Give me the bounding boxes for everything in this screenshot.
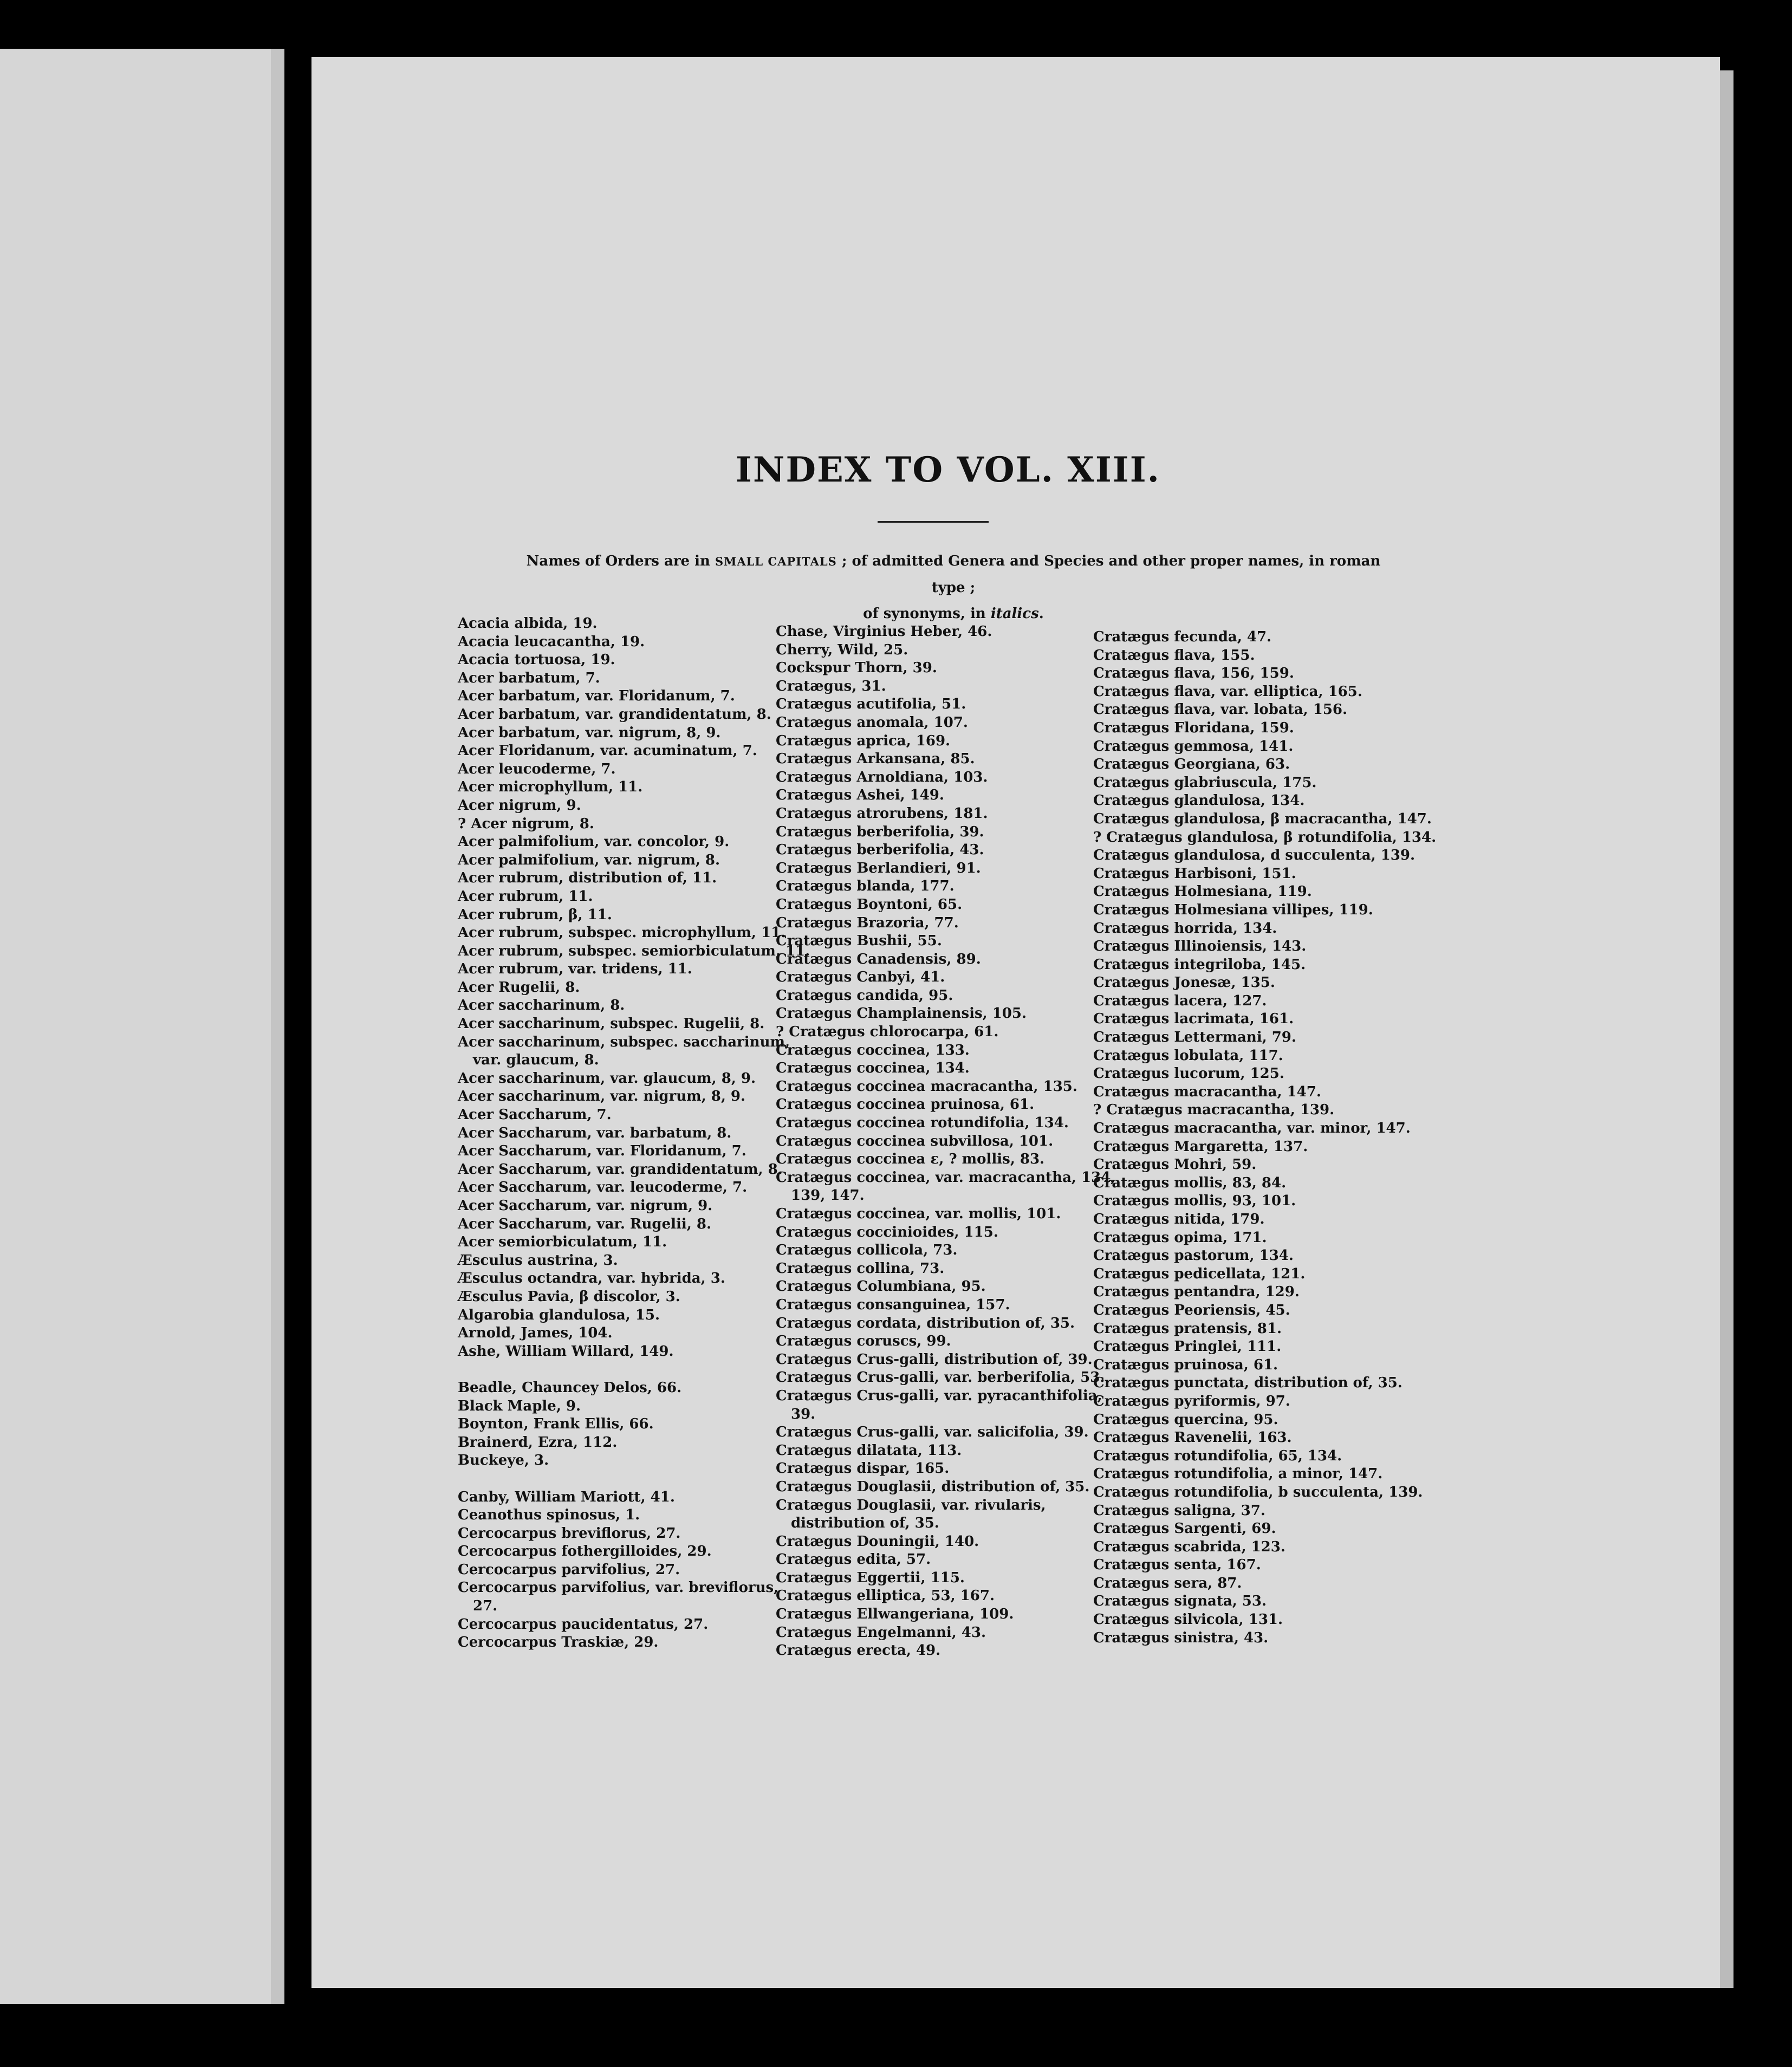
index-entry: Cratægus Margaretta, 137.	[1093, 1138, 1308, 1155]
index-entry: Acer rubrum, 11.	[458, 888, 593, 905]
title-rule	[878, 521, 989, 523]
index-column-2	[776, 623, 1122, 1660]
index-entry: Cratægus atrorubens, 181.	[776, 805, 988, 822]
index-entry: Cratægus glandulosa, d succulenta, 139.	[1093, 847, 1416, 864]
index-entry: Acer saccharinum, var. glaucum, 8, 9.	[458, 1070, 756, 1087]
index-entry: Cratægus flava, var. elliptica, 165.	[1093, 683, 1362, 700]
index-entry: Cratægus flava, 156, 159.	[1093, 665, 1294, 682]
index-entry: Acacia leucacantha, 19.	[458, 633, 645, 650]
index-entry: Cratægus coccinea rotundifolia, 134.	[776, 1115, 1069, 1132]
index-entry: Cratægus pedicellata, 121.	[1093, 1265, 1306, 1282]
index-entry: Cratægus punctata, distribution of, 35.	[1093, 1375, 1403, 1392]
index-entry: Cratægus lacrimata, 161.	[1093, 1011, 1294, 1028]
index-entry: Cratægus rotundifolia, a minor, 147.	[1093, 1466, 1383, 1483]
index-entry: Cratægus Arkansana, 85.	[776, 751, 975, 768]
index-entry: Cratægus Berlandieri, 91.	[776, 860, 981, 876]
index-entry: Cockspur Thorn, 39.	[776, 660, 937, 677]
index-entry: Acer palmifolium, var. concolor, 9.	[458, 834, 730, 850]
index-entry: Cratægus Floridana, 159.	[1093, 719, 1294, 736]
index-entry: ? Cratægus macracantha, 139.	[1093, 1102, 1335, 1119]
index-entry: Cratægus coccinea pruinosa, 61.	[776, 1096, 1035, 1113]
index-entry: Acer semiorbiculatum, 11.	[458, 1234, 667, 1251]
index-entry: Cratægus Arnoldiana, 103.	[776, 769, 988, 785]
index-entry: Black Maple, 9.	[458, 1398, 581, 1414]
index-entry: Cratægus Ashei, 149.	[776, 787, 944, 804]
index-entry: Cratægus Douningii, 140.	[776, 1533, 979, 1550]
index-entry: Cratægus signata, 53.	[1093, 1593, 1267, 1610]
index-entry: Cratægus mollis, 93, 101.	[1093, 1193, 1296, 1210]
index-entry: Cratægus Crus-galli, var. berberifolia, 53.	[776, 1369, 1105, 1386]
index-entry: Cratægus Jonesæ, 135.	[1093, 974, 1275, 991]
index-entry: Cratægus Columbiana, 95.	[776, 1278, 986, 1295]
page-edge	[1720, 70, 1733, 1988]
index-entry: Cratægus acutifolia, 51.	[776, 696, 966, 713]
index-entry: Acer Saccharum, var. barbatum, 8.	[458, 1124, 732, 1141]
index-entry: Cratægus pentandra, 129.	[1093, 1284, 1300, 1301]
note-part1: Names of Orders are in	[526, 553, 715, 569]
index-entry: ? Cratægus glandulosa, β rotundifolia, 134.	[1093, 829, 1437, 846]
index-entry: Acer barbatum, var. nigrum, 8, 9.	[458, 724, 721, 741]
index-entry: Cratægus Boyntoni, 65.	[776, 896, 963, 913]
index-entry: Cratægus Pringlei, 111.	[1093, 1338, 1282, 1355]
index-entry: Cratægus Mohri, 59.	[1093, 1156, 1257, 1173]
index-entry: Cratægus lacera, 127.	[1093, 992, 1267, 1009]
index-entry: Cratægus erecta, 49.	[776, 1642, 941, 1659]
index-entry: Brainerd, Ezra, 112.	[458, 1434, 618, 1451]
index-entry: Cratægus pratensis, 81.	[1093, 1320, 1282, 1337]
index-entry: Cratægus coccinea, var. mollis, 101.	[776, 1206, 1061, 1222]
index-entry: Cratægus saligna, 37.	[1093, 1502, 1265, 1519]
index-entry: Acer palmifolium, var. nigrum, 8.	[458, 851, 720, 868]
index-entry: Acer Saccharum, var. grandidentatum, 8.	[458, 1161, 783, 1178]
index-entry: Cratægus Ravenelii, 163.	[1093, 1429, 1292, 1446]
index-entry: Cratægus blanda, 177.	[776, 878, 955, 895]
index-entry: Cratægus macracantha, 147.	[1093, 1083, 1321, 1100]
index-entry: Cratægus opima, 171.	[1093, 1229, 1267, 1246]
index-entry: Cratægus Peoriensis, 45.	[1093, 1302, 1290, 1318]
index-entry: Æsculus octandra, var. hybrida, 3.	[458, 1270, 725, 1287]
index-entry: Acacia tortuosa, 19.	[458, 652, 615, 668]
index-entry: Cratægus pyriformis, 97.	[1093, 1393, 1290, 1409]
index-entry: Cratægus candida, 95.	[776, 987, 953, 1004]
index-entry: Cratægus dilatata, 113.	[776, 1442, 962, 1459]
index-entry: Cratægus coccinea, 133.	[776, 1042, 970, 1058]
index-entry: Acer rubrum, subspec. microphyllum, 11.	[458, 925, 786, 941]
index-entry: Cratægus Crus-galli, var. pyracanthifolia, 39.	[776, 1387, 1102, 1422]
index-entry: Acer Floridanum, var. acuminatum, 7.	[458, 743, 757, 759]
index-entry: Canby, William Mariott, 41.	[458, 1488, 675, 1505]
index-entry: Cratægus consanguinea, 157.	[776, 1296, 1010, 1313]
index-entry: Ceanothus spinosus, 1.	[458, 1507, 640, 1524]
index-entry: Acer Saccharum, var. Rugelii, 8.	[458, 1216, 712, 1232]
index-entry: Cratægus Holmesiana, 119.	[1093, 883, 1312, 900]
index-entry: Cratægus senta, 167.	[1093, 1557, 1261, 1574]
index-entry: Acer Saccharum, var. Floridanum, 7.	[458, 1143, 746, 1160]
index-entry: Cratægus Sargenti, 69.	[1093, 1520, 1276, 1537]
index-entry: Cratægus glandulosa, 134.	[1093, 792, 1305, 809]
index-entry: Cratægus Crus-galli, distribution of, 39.	[776, 1351, 1093, 1368]
index-entry: Cercocarpus parvifolius, 27.	[458, 1561, 680, 1578]
index-entry: Cratægus silvicola, 131.	[1093, 1611, 1283, 1628]
index-entry: Cratægus sinistra, 43.	[1093, 1629, 1269, 1646]
index-entry: Cratægus pastorum, 134.	[1093, 1247, 1294, 1264]
index-gap	[458, 1361, 804, 1379]
index-entry: Æsculus austrina, 3.	[458, 1252, 618, 1269]
index-entry: Cratægus macracantha, var. minor, 147.	[1093, 1120, 1411, 1137]
index-entry: Cratægus Illinoiensis, 143.	[1093, 938, 1307, 955]
index-entry: Cherry, Wild, 25.	[776, 641, 908, 658]
index-entry: ? Acer nigrum, 8.	[458, 815, 594, 832]
index-entry: Acer rubrum, β, 11.	[458, 906, 612, 923]
index-entry: Cratægus anomala, 107.	[776, 714, 968, 731]
index-entry: Cercocarpus Traskiæ, 29.	[458, 1634, 659, 1651]
index-entry: Acer saccharinum, 8.	[458, 997, 625, 1014]
index-entry: Chase, Virginius Heber, 46.	[776, 623, 992, 640]
index-entry: Cratægus Engelmanni, 43.	[776, 1624, 986, 1641]
index-entry: Cratægus Brazoria, 77.	[776, 914, 959, 931]
index-entry: Cratægus glandulosa, β macracantha, 147.	[1093, 810, 1432, 827]
index-entry: Acer Saccharum, var. leucoderme, 7.	[458, 1179, 748, 1196]
index-entry: Cratægus coccinea, var. macracantha, 134, 139, 147.	[776, 1169, 1116, 1204]
note-small-caps: SMALL CAPITALS	[715, 555, 837, 568]
index-entry: Cratægus fecunda, 47.	[1093, 629, 1272, 645]
index-entry: Cratægus edita, 57.	[776, 1551, 931, 1568]
index-entry: Æsculus Pavia, β discolor, 3.	[458, 1288, 680, 1305]
index-entry: Cratægus Ellwangeriana, 109.	[776, 1606, 1014, 1623]
index-entry: Cratægus Crus-galli, var. salicifolia, 39.	[776, 1424, 1089, 1441]
index-entry: Cratægus gemmosa, 141.	[1093, 738, 1294, 755]
index-entry: Cratægus flava, 155.	[1093, 647, 1255, 664]
index-entry: Cratægus glabriuscula, 175.	[1093, 774, 1317, 791]
index-entry: Cratægus Canadensis, 89.	[776, 951, 981, 967]
previous-page	[0, 49, 284, 2004]
index-entry: Cratægus Harbisoni, 151.	[1093, 865, 1296, 882]
index-entry: Cratægus dispar, 165.	[776, 1460, 950, 1477]
index-entry: Algarobia glandulosa, 15.	[458, 1306, 660, 1323]
index-entry: Acer microphyllum, 11.	[458, 779, 643, 796]
index-entry: Cratægus flava, var. lobata, 156.	[1093, 701, 1348, 718]
index-entry: Beadle, Chauncey Delos, 66.	[458, 1379, 682, 1396]
index-entry: Cratægus Eggertii, 115.	[776, 1569, 965, 1586]
index-entry: Cratægus Bushii, 55.	[776, 933, 942, 950]
index-entry: Cratægus coccinea ε, ? mollis, 83.	[776, 1151, 1045, 1168]
note-italics: italics	[990, 606, 1039, 622]
index-entry: Cratægus sera, 87.	[1093, 1575, 1242, 1591]
index-gap	[458, 1470, 804, 1488]
index-entry: Acer Rugelii, 8.	[458, 979, 580, 996]
index-entry: Cercocarpus paucidentatus, 27.	[458, 1616, 709, 1633]
index-entry: Cratægus Champlainensis, 105.	[776, 1005, 1027, 1022]
index-entry: Cratægus quercina, 95.	[1093, 1411, 1278, 1428]
index-entry: Cratægus coccinea subvillosa, 101.	[776, 1133, 1054, 1149]
index-entry: Acer rubrum, distribution of, 11.	[458, 870, 717, 887]
index-entry: Cratægus Canbyi, 41.	[776, 969, 945, 986]
index-entry: Cratægus rotundifolia, 65, 134.	[1093, 1447, 1342, 1464]
index-entry: Acer barbatum, 7.	[458, 670, 600, 686]
previous-page-edge	[271, 49, 284, 2004]
index-entry: Cratægus Holmesiana villipes, 119.	[1093, 901, 1373, 918]
index-entry: Cratægus mollis, 83, 84.	[1093, 1174, 1287, 1191]
index-entry: Acer saccharinum, subspec. saccharinum, var. glaucum, 8.	[458, 1034, 790, 1069]
index-entry: Acer barbatum, var. grandidentatum, 8.	[458, 706, 771, 723]
index-entry: Acer saccharinum, subspec. Rugelii, 8.	[458, 1016, 765, 1032]
index-entry: Acer rubrum, var. tridens, 11.	[458, 961, 692, 978]
note-part4: .	[1038, 606, 1044, 622]
index-entry: Cratægus horrida, 134.	[1093, 920, 1277, 937]
index-entry: Cratægus coruscs, 99.	[776, 1333, 951, 1350]
index-entry: Cratægus elliptica, 53, 167.	[776, 1588, 995, 1604]
index-entry: Cratægus lobulata, 117.	[1093, 1047, 1283, 1064]
index-entry: Cratægus collina, 73.	[776, 1260, 945, 1277]
index-column-1	[458, 615, 810, 1652]
index-entry: Cratægus pruinosa, 61.	[1093, 1356, 1278, 1373]
index-entry: Cratægus Douglasii, distribution of, 35.	[776, 1478, 1090, 1495]
index-entry: Cratægus integriloba, 145.	[1093, 956, 1306, 973]
index-entry: Acacia albida, 19.	[458, 615, 598, 632]
index-entry: Cratægus coccinea macracantha, 135.	[776, 1078, 1077, 1095]
index-entry: Cratægus scabrida, 123.	[1093, 1538, 1285, 1555]
index-column-3	[1093, 628, 1440, 1647]
index-entry: Cercocarpus parvifolius, var. breviflorus, 27.	[458, 1580, 779, 1615]
index-entry: Cratægus cordata, distribution of, 35.	[776, 1315, 1075, 1331]
index-entry: Cratægus Lettermani, 79.	[1093, 1029, 1296, 1046]
index-entry: Acer barbatum, var. Floridanum, 7.	[458, 688, 735, 705]
index-entry: Acer rubrum, subspec. semiorbiculatum, 11.	[458, 942, 810, 959]
index-entry: Cratægus Douglasii, var. rivularis, distribution of, 35.	[776, 1497, 1046, 1532]
index-entry: Cercocarpus fothergilloides, 29.	[458, 1543, 712, 1560]
index-entry: Cratægus rotundifolia, b succulenta, 139.	[1093, 1484, 1423, 1500]
index-entry: Cratægus, 31.	[776, 678, 886, 694]
index-entry: Cratægus coccinioides, 115.	[776, 1224, 998, 1240]
index-entry: Cratægus coccinea, 134.	[776, 1060, 970, 1077]
note-part3: of synonyms, in	[863, 606, 991, 622]
index-entry: Buckeye, 3.	[458, 1452, 549, 1469]
index-entry: ? Cratægus chlorocarpa, 61.	[776, 1024, 999, 1041]
index-entry: Cratægus Georgiana, 63.	[1093, 756, 1290, 773]
index-entry: Cercocarpus breviflorus, 27.	[458, 1525, 681, 1542]
index-entry: Acer saccharinum, var. nigrum, 8, 9.	[458, 1088, 746, 1105]
index-entry: Ashe, William Willard, 149.	[458, 1343, 674, 1360]
index-entry: Cratægus berberifolia, 43.	[776, 842, 984, 859]
index-entry: Acer Saccharum, 7.	[458, 1107, 612, 1123]
page-title: INDEX TO VOL. XIII.	[736, 450, 1160, 490]
index-entry: Cratægus berberifolia, 39.	[776, 823, 984, 840]
index-entry: Cratægus collicola, 73.	[776, 1242, 958, 1259]
note-part2: ; of admitted Genera and Species and other proper names, in roman type ;	[836, 553, 1381, 596]
index-entry: Cratægus aprica, 169.	[776, 732, 951, 749]
index-entry: Acer nigrum, 9.	[458, 797, 581, 814]
index-entry: Acer Saccharum, var. nigrum, 9.	[458, 1198, 713, 1214]
index-entry: Cratægus nitida, 179.	[1093, 1211, 1265, 1227]
index-entry: Boynton, Frank Ellis, 66.	[458, 1416, 654, 1433]
index-entry: Arnold, James, 104.	[458, 1325, 613, 1342]
index-entry: Acer leucoderme, 7.	[458, 760, 616, 777]
index-entry: Cratægus lucorum, 125.	[1093, 1065, 1284, 1082]
